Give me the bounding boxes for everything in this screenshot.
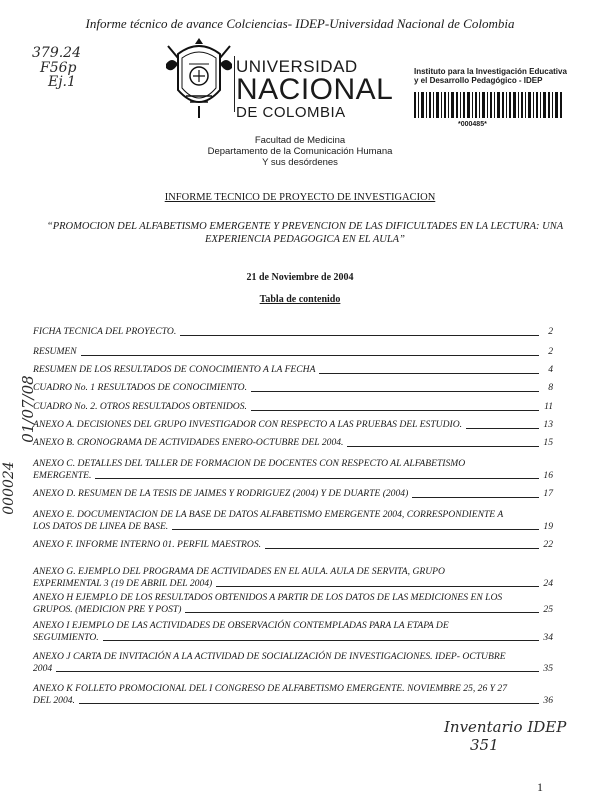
toc-entry-title: 2004 — [33, 662, 53, 674]
toc-entry[interactable] — [33, 346, 553, 358]
toc-entry[interactable] — [33, 488, 553, 500]
toc-entry-row — [33, 401, 553, 413]
toc-leader-line — [466, 428, 539, 429]
toc-entry-row — [33, 632, 553, 644]
toc-leader-line — [412, 497, 539, 498]
toc-entry-row — [33, 326, 553, 338]
toc-leader-line — [251, 391, 539, 392]
toc-entry-row — [33, 488, 553, 500]
toc-page-number: 17 — [543, 488, 553, 499]
report-date: 21 de Noviembre de 2004 — [246, 272, 354, 283]
toc-entry[interactable] — [33, 326, 553, 338]
toc-leader-line — [180, 335, 539, 336]
institute-line-2: y el Desarrollo Pedagógico - IDEP — [414, 76, 543, 86]
toc-entry-row — [33, 346, 553, 358]
toc-entry-title: SEGUIMIENTO. — [33, 631, 99, 643]
call-number-line-2: F56p — [40, 59, 77, 76]
toc-entry[interactable] — [33, 539, 553, 551]
institute-label — [414, 67, 567, 85]
toc-leader-line — [319, 373, 539, 374]
toc-page-number: 22 — [543, 539, 553, 550]
toc-entry-title: FICHA TECNICA DEL PROYECTO. — [33, 326, 177, 337]
toc-entry-row — [33, 382, 553, 394]
toc-entry-row — [33, 695, 553, 707]
toc-entry-title: LOS DATOS DE LINEA DE BASE. — [33, 520, 169, 532]
margin-stamp-date: 01/07/08 — [19, 375, 37, 443]
toc-entry-row — [33, 604, 553, 616]
toc-entry-title-line-1: ANEXO H EJEMPLO DE LOS RESULTADOS OBTENIDOS A PARTIR DE LOS DATOS DE LAS MEDICIONES EN LOS — [33, 592, 503, 603]
toc-entry[interactable] — [33, 592, 553, 615]
toc-entry-title-line-1: ANEXO C. DETALLES DEL TALLER DE FORMACION DE DOCENTES CON RESPECTO AL ALFABETISMO — [33, 458, 466, 469]
toc-page-number: 13 — [543, 419, 553, 430]
toc-entry[interactable] — [33, 651, 553, 674]
toc-page-number: 25 — [543, 603, 553, 615]
toc-page-number: 19 — [543, 520, 553, 532]
university-name-line-3: DE COLOMBIA — [236, 104, 346, 121]
toc-leader-line — [265, 548, 539, 549]
toc-entry[interactable] — [33, 364, 553, 376]
crest-divider — [234, 56, 235, 112]
faculty-line-2: Departamento de la Comunicación Humana — [207, 145, 393, 157]
faculty-line-3: Y sus desórdenes — [262, 156, 338, 168]
toc-entry-row — [33, 578, 553, 590]
toc-page-number: 8 — [548, 382, 553, 393]
toc-entry-title: RESUMEN DE LOS RESULTADOS DE CONOCIMIENTO A LA FECHA — [33, 364, 316, 375]
toc-leader-line — [251, 410, 539, 411]
toc-entry-title-line-1: ANEXO J CARTA DE INVITACIÓN A LA ACTIVIDAD DE SOCIALIZACIÓN DE INVESTIGACIONES. IDEP- OCTUBRE — [33, 651, 506, 662]
toc-entry[interactable] — [33, 419, 553, 431]
toc-entry[interactable] — [33, 458, 553, 481]
toc-page-number: 24 — [543, 577, 553, 589]
toc-leader-line — [56, 671, 539, 672]
toc-entry[interactable] — [33, 683, 553, 706]
toc-page-number: 35 — [543, 662, 553, 674]
toc-leader-line — [185, 612, 539, 613]
toc-entry-title-line-1: ANEXO I EJEMPLO DE LAS ACTIVIDADES DE OBSERVACIÓN CONTEMPLADAS PARA LA ETAPA DE — [33, 620, 449, 631]
toc-entry-title: ANEXO D. RESUMEN DE LA TESIS DE JAIMES Y RODRIGUEZ (2004) Y DE DUARTE (2004) — [33, 488, 409, 499]
university-name-line-2: NACIONAL — [236, 73, 394, 106]
toc-entry[interactable] — [33, 382, 553, 394]
faculty-block — [0, 136, 600, 169]
toc-entry-title: ANEXO F. INFORME INTERNO 01. PERFIL MAESTROS. — [33, 539, 262, 550]
toc-leader-line — [79, 703, 539, 704]
faculty-line-1: Facultad de Medicina — [254, 135, 346, 146]
toc-entry[interactable] — [33, 401, 553, 413]
toc-heading: Tabla de contenido — [259, 294, 341, 305]
toc-page-number: 2 — [548, 346, 553, 357]
toc-entry[interactable] — [33, 509, 553, 532]
call-number-line-1: 379.24 — [32, 45, 81, 61]
toc-entry-title: CUADRO No. 1 RESULTADOS DE CONOCIMIENTO. — [33, 382, 247, 393]
toc-page-number: 2 — [548, 326, 553, 337]
university-name-line-1: UNIVERSIDAD — [236, 57, 358, 76]
toc-entry-title: ANEXO B. CRONOGRAMA DE ACTIVIDADES ENERO-OCTUBRE DEL 2004. — [33, 437, 344, 448]
toc-page-number: 16 — [543, 469, 553, 481]
barcode-icon — [414, 92, 564, 118]
toc-entry-row — [33, 521, 553, 533]
project-title: “PROMOCION DEL ALFABETISMO EMERGENTE Y PREVENCION DE LAS DIFICULTADES EN LA LECTURA: UNA EXPERIENCIA PEDAGOGICA EN EL AULA” — [46, 221, 564, 246]
toc-entry-title: ANEXO A. DECISIONES DEL GRUPO INVESTIGADOR CON RESPECTO A LAS PRUEBAS DEL ESTUDIO. — [33, 419, 463, 430]
call-number-line-3: Ej.1 — [48, 74, 76, 91]
toc-entry-row — [33, 663, 553, 675]
toc-entry-row — [33, 364, 553, 376]
institute-line-1: Instituto para la Investigación Educativa — [414, 67, 567, 76]
university-crest-icon — [164, 34, 234, 120]
toc-entry-title: RESUMEN — [33, 346, 77, 357]
toc-entry-row — [33, 470, 553, 482]
inventory-note: Inventario IDEP — [444, 718, 567, 736]
margin-stamp-number: 000024 — [1, 461, 17, 515]
toc-entry-title-line-1: ANEXO G. EJEMPLO DEL PROGRAMA DE ACTIVIDADES EN EL AULA. AULA DE SERVITA, GRUPO — [33, 566, 445, 577]
toc-leader-line — [347, 446, 539, 447]
report-title: INFORME TECNICO DE PROYECTO DE INVESTIGACION — [164, 192, 436, 203]
toc-entry-title: CUADRO No. 2. OTROS RESULTADOS OBTENIDOS. — [33, 401, 247, 412]
handwritten-call-number — [32, 46, 81, 90]
toc-page-number: 4 — [548, 364, 553, 375]
toc-entry[interactable] — [33, 566, 553, 589]
toc-leader-line — [216, 586, 539, 587]
toc-entry-title: DEL 2004. — [33, 694, 75, 706]
toc-entry-row — [33, 437, 553, 449]
toc-leader-line — [81, 355, 539, 356]
toc-entry[interactable] — [33, 620, 553, 643]
toc-entry-title: GRUPOS. (MEDICION PRE Y POST) — [33, 603, 182, 615]
toc-entry-row — [33, 539, 553, 551]
page-number: 1 — [537, 780, 543, 794]
toc-page-number: 15 — [543, 437, 553, 448]
toc-page-number: 34 — [543, 631, 553, 643]
margin-stamp-number-wrap — [1, 443, 17, 533]
document-header: Informe técnico de avance Colciencias- IDEP-Universidad Nacional de Colombia — [85, 16, 515, 31]
inventory-number: 351 — [470, 736, 499, 754]
toc-leader-line — [103, 640, 539, 641]
toc-page-number: 11 — [544, 401, 553, 412]
toc-entry-title: EXPERIMENTAL 3 (19 DE ABRIL DEL 2004) — [33, 577, 213, 589]
toc-entry-row — [33, 419, 553, 431]
toc-leader-line — [172, 529, 539, 530]
toc-page-number: 36 — [543, 694, 553, 706]
barcode-number: *000485* — [458, 121, 487, 128]
toc-entry-title-line-1: ANEXO E. DOCUMENTACION DE LA BASE DE DATOS ALFABETISMO EMERGENTE 2004, CORRESPONDIENTE A — [33, 509, 504, 520]
toc-entry-title: EMERGENTE. — [33, 469, 92, 481]
toc-leader-line — [95, 478, 539, 479]
toc-entry[interactable] — [33, 437, 553, 449]
university-name — [236, 58, 393, 120]
toc-entry-title-line-1: ANEXO K FOLLETO PROMOCIONAL DEL I CONGRESO DE ALFABETISMO EMERGENTE. NOVIEMBRE 25, 26 Y 27 — [33, 683, 507, 694]
